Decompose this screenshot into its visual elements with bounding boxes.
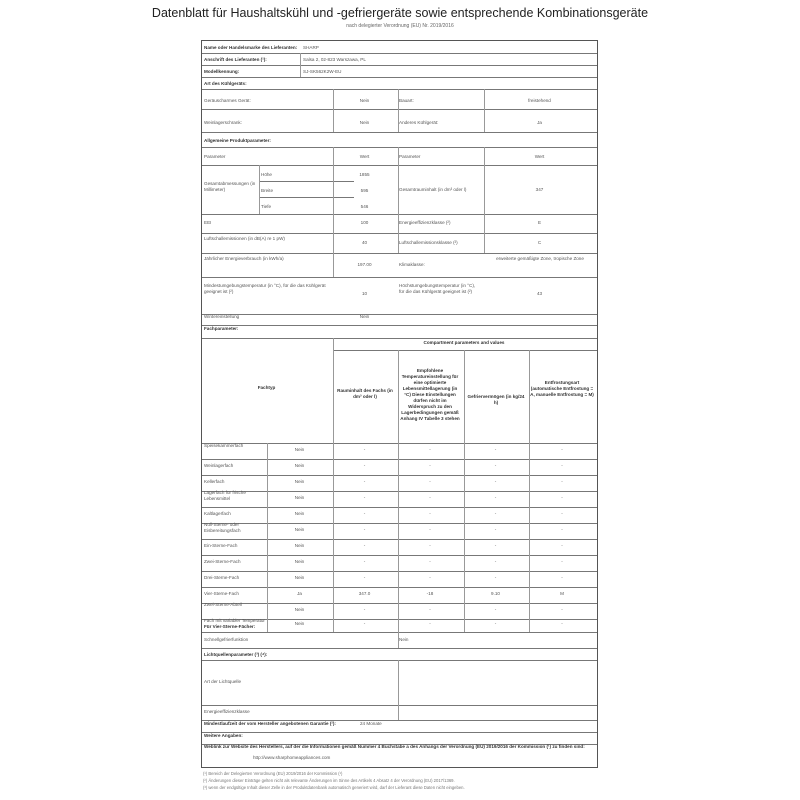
- compartment-freeze: -: [494, 463, 497, 468]
- value-header: Wert: [359, 154, 370, 159]
- compartment-temp: -: [429, 495, 431, 500]
- min-temp-value: 10: [361, 291, 368, 296]
- appliance-type-heading: Art des Kühlgeräts:: [204, 81, 247, 86]
- supplier-address-value: Salsa 2, 02-823 Warszawa, PL: [303, 57, 366, 62]
- eei-label: EEI: [204, 220, 212, 225]
- compartment-present: Ja: [297, 591, 302, 596]
- climate-class-value: erweiterte gemäßigte Zone, tropische Zone: [496, 256, 584, 261]
- design-label: Bauart:: [399, 98, 414, 103]
- compartment-present: Nein: [294, 543, 305, 548]
- compartment-freeze: 9.10: [491, 591, 500, 596]
- supplier-name-value: SHARP: [303, 45, 319, 50]
- compartment-temp: -: [429, 511, 431, 516]
- depth-label: Tiefe: [261, 204, 272, 209]
- compartment-volume: -: [363, 527, 366, 532]
- eei-value: 100: [360, 220, 369, 225]
- compartment-defrost: M: [560, 591, 564, 596]
- width-value: 595: [360, 188, 369, 193]
- compartment-freeze: -: [494, 447, 497, 452]
- compartment-freeze: -: [494, 621, 497, 626]
- col-temp-header: Empfohlene Temperatureinstellung für eine optimierte Lebensmittellagerung (in °C) Diese Einstellungen dürfen nicht im Widerspruch zu den Lagerbedingungen gemäß Anhang IV Tabelle 3 stehen: [400, 368, 460, 421]
- compartment-freeze: -: [494, 479, 497, 484]
- compartment-temp: -: [429, 575, 431, 580]
- compartment-defrost: -: [561, 495, 563, 500]
- other-appliance-value: Ja: [537, 120, 542, 125]
- col-volume-header: Rauminhalt des Fachs (in dm³ oder l): [337, 388, 393, 399]
- col-defrost-header: Entfrostungsart (automatische Entfrostung = A, manuelle Entfrostung = M): [530, 380, 594, 397]
- compartment-volume: -: [363, 607, 366, 612]
- depth-value: 546: [360, 204, 369, 209]
- compartment-volume: -: [363, 621, 366, 626]
- page-title: Datenblatt für Haushaltskühl und -gefriergeräte sowie entsprechende Kombinationsgeräte: [151, 6, 649, 20]
- wine-cabinet-value: Nein: [359, 120, 370, 125]
- compartment-volume: -: [363, 559, 366, 564]
- compartment-present: Nein: [294, 559, 305, 564]
- low-noise-label: Geräuscharmes Gerät:: [204, 98, 251, 103]
- compartment-present: Nein: [294, 607, 305, 612]
- weblink-url[interactable]: http://www.sharphomeappliances.com: [253, 755, 331, 760]
- compartment-volume: 347.0: [358, 591, 371, 596]
- height-value: 1855: [359, 172, 370, 177]
- other-appliance-label: Anderes Kühlgerät:: [399, 120, 439, 125]
- compartment-temp: -18: [426, 591, 434, 596]
- fast-freeze-value: Nein: [399, 637, 409, 642]
- compartment-name: Fach mit variabler Temperatur: [204, 618, 265, 623]
- compartment-name: Vier-Sterne-Fach: [204, 591, 239, 596]
- energy-class-label: Energieeffizienzklasse (²): [399, 220, 451, 225]
- col-freeze-header: Gefriervermögen (in kg/24 h): [467, 394, 525, 405]
- compartment-present: Nein: [294, 527, 305, 532]
- height-label: Höhe: [261, 172, 272, 177]
- compartment-temp: -: [429, 447, 431, 452]
- max-temp-label: Höchstumgebungstemperatur (in °C), für die das Kühlgerät geeignet ist (²): [399, 283, 476, 294]
- compartment-freeze: -: [494, 511, 497, 516]
- compartment-defrost: -: [561, 621, 563, 626]
- min-temp-label: Mindestumgebungstemperatur (in °C), für die das Kühlgerät geeignet ist (²): [204, 283, 326, 294]
- light-source-heading: Lichtquellenparameter (³) (⁴):: [204, 652, 268, 657]
- compartment-freeze: -: [494, 575, 497, 580]
- four-star-heading: Für Vier-Sterne-Fächer:: [204, 624, 256, 629]
- model-value: SJ-SK562K2W-EU: [303, 69, 342, 74]
- compartment-present: Nein: [294, 479, 305, 484]
- param-header-2: Parameter: [399, 154, 421, 159]
- compartment-defrost: -: [561, 575, 563, 580]
- compartment-defrost: -: [561, 543, 563, 548]
- compartment-name: Null-Sterne- oder Eisbereitungsfach: [204, 522, 241, 533]
- compartment-name: Weinlagerfach: [204, 463, 234, 468]
- compartment-temp: -: [429, 479, 431, 484]
- compartment-volume: -: [363, 479, 366, 484]
- design-value: freistehend: [528, 98, 551, 103]
- supplier-name-label: Name oder Handelsmarke des Lieferanten:: [204, 45, 298, 50]
- value-header-2: Wert: [534, 154, 545, 159]
- noise-class-label: Luftschallemissionsklasse (²): [399, 240, 458, 245]
- compartment-temp: -: [429, 543, 431, 548]
- light-class-label: Energieeffizienzklasse: [204, 709, 250, 714]
- footnote-1: (¹) Bereich der Delegierten Verordnung (EU) 2019/2016 der Kommission (¹): [203, 771, 343, 776]
- compartment-name: Zwei-Sterne-Abteil: [204, 602, 242, 607]
- footnote-2: (²) Änderungen dieser Einträge gelten nicht als relevante Änderungen im Sinne des Artikels 4 Absatz 4 der Verordnung (EU) 2017/1369.: [203, 778, 455, 783]
- compartment-name: Drei-Sterne-Fach: [204, 575, 240, 580]
- compartment-defrost: -: [561, 463, 563, 468]
- compartment-temp: -: [429, 559, 431, 564]
- compartment-group-header: Compartment parameters and values: [423, 340, 505, 345]
- compartment-present: Nein: [294, 495, 305, 500]
- compartment-name: Kaltlagerfach: [204, 511, 231, 516]
- compartment-defrost: -: [561, 511, 563, 516]
- compartment-name: Ein-Sterne-Fach: [204, 543, 238, 548]
- compartment-params-heading: Fachparameter:: [204, 326, 239, 331]
- page-subtitle: nach delegierter Verordnung (EU) Nr. 2019/2016: [346, 23, 454, 29]
- max-temp-value: 43: [536, 291, 543, 296]
- compartment-defrost: -: [561, 479, 563, 484]
- wine-cabinet-label: Weinlagerschrank:: [204, 120, 242, 125]
- compartment-volume: -: [363, 447, 366, 452]
- weblink-text: Weblink zur Website des Herstellers, auf der die Informationen gemäß Nummer 4 Buchstabe a des Anhangs der Verordnung (EU) 2019/2016 der Kommission (¹) zu finden sind:: [204, 744, 585, 749]
- total-volume-label: Gesamtrauminhalt (in dm³ oder l): [399, 187, 467, 192]
- compartment-present: Nein: [294, 447, 305, 452]
- climate-class-label: Klimaklasse:: [399, 262, 425, 267]
- warranty-value: 24 Monate: [360, 721, 382, 726]
- compartment-present: Nein: [294, 621, 305, 626]
- energy-consumption-value: 197.00: [357, 262, 372, 267]
- winter-setting-label: Wintereinstellung: [204, 314, 240, 319]
- compartment-volume: -: [363, 543, 366, 548]
- compartment-volume: -: [363, 575, 366, 580]
- compartment-type-header: Fachtyp: [257, 385, 276, 390]
- total-volume-value: 347: [535, 187, 544, 192]
- compartment-defrost: -: [561, 447, 563, 452]
- compartment-freeze: -: [494, 527, 497, 532]
- compartment-name: Zwei-Sterne-Fach: [204, 559, 241, 564]
- footnote-3: (³) wenn der endgültige Inhalt dieser Zelle in der Produktdatenbank automatisch generiert wird, darf der Lieferant diese Daten nicht eingeben.: [203, 785, 465, 790]
- compartment-temp: -: [429, 607, 431, 612]
- compartment-freeze: -: [494, 495, 497, 500]
- dimensions-label: Gesamtabmessungen (in Millimeter): [204, 181, 256, 192]
- warranty-label: Mindestlaufzeit der vom Hersteller angebotenen Garantie (²):: [204, 721, 336, 726]
- compartment-temp: -: [429, 527, 431, 532]
- compartment-volume: -: [363, 463, 366, 468]
- compartment-freeze: -: [494, 607, 497, 612]
- compartment-defrost: -: [561, 559, 563, 564]
- compartment-defrost: -: [561, 607, 563, 612]
- light-type-label: Art der Lichtquelle: [204, 679, 242, 684]
- param-header: Parameter: [204, 154, 226, 159]
- fast-freeze-label: Schnellgefrierfunktion: [204, 637, 249, 642]
- compartment-name: Lagerfach für frische Lebensmittel: [204, 490, 246, 501]
- compartment-name: Speisekammerfach: [204, 443, 244, 448]
- energy-class-value: E: [537, 220, 542, 225]
- compartment-freeze: -: [494, 559, 497, 564]
- compartment-freeze: -: [494, 543, 497, 548]
- compartment-volume: -: [363, 495, 366, 500]
- additional-info-label: Weitere Angaben:: [204, 733, 243, 738]
- noise-label: Luftschallemissionen (in dB(A) re 1 pW): [204, 236, 285, 241]
- compartment-present: Nein: [294, 511, 305, 516]
- compartment-name: Kellerfach: [204, 479, 225, 484]
- width-label: Breite: [261, 188, 274, 193]
- compartment-volume: -: [363, 511, 366, 516]
- noise-value: 40: [361, 240, 368, 245]
- compartment-temp: -: [429, 463, 431, 468]
- compartment-defrost: -: [561, 527, 563, 532]
- compartment-temp: -: [429, 621, 431, 626]
- energy-consumption-label: Jährlicher Energieverbrauch (in kWh/a): [204, 256, 284, 261]
- general-params-heading: Allgemeine Produktparameter:: [204, 138, 271, 143]
- supplier-address-label: Anschrift des Lieferanten (¹):: [204, 57, 267, 62]
- noise-class-value: C: [537, 240, 542, 245]
- winter-setting-value: Nein: [359, 314, 370, 319]
- model-label: Modellkennung:: [204, 69, 240, 74]
- low-noise-value: Nein: [359, 98, 370, 103]
- compartment-present: Nein: [294, 463, 305, 468]
- compartment-present: Nein: [294, 575, 305, 580]
